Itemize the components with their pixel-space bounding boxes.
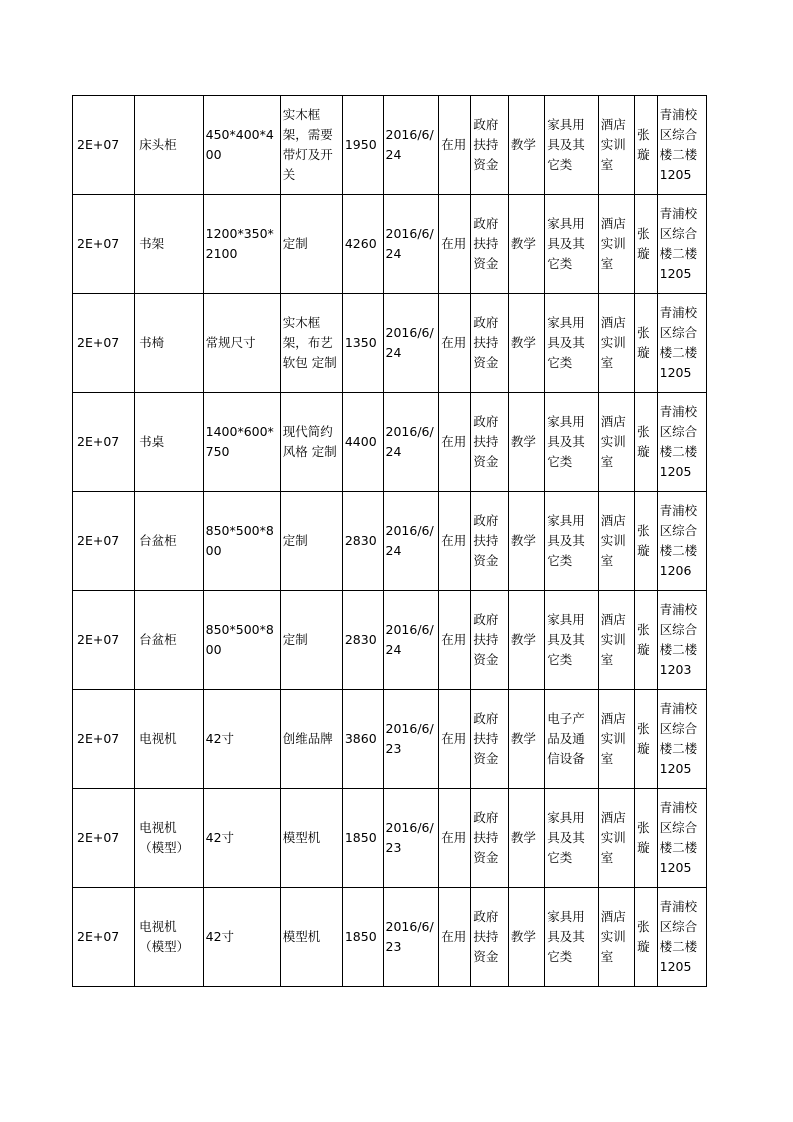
price-cell: 2830 bbox=[342, 591, 383, 690]
table-row bbox=[73, 591, 707, 690]
purchase-date-cell: 2016/6/23 bbox=[383, 690, 439, 789]
price-cell: 2830 bbox=[342, 492, 383, 591]
location-cell: 青浦校区综合楼二楼1203 bbox=[657, 591, 706, 690]
description-cell: 实木框架，需要带灯及开关 bbox=[280, 96, 342, 195]
status-cell: 在用 bbox=[439, 789, 471, 888]
custodian-cell: 张璇 bbox=[635, 789, 657, 888]
spec-cell: 1400*600*750 bbox=[203, 393, 280, 492]
category-cell: 家具用具及其它类 bbox=[545, 195, 599, 294]
department-cell: 酒店实训室 bbox=[598, 393, 634, 492]
department-cell: 酒店实训室 bbox=[598, 888, 634, 987]
table-row bbox=[73, 393, 707, 492]
usage-cell: 教学 bbox=[508, 888, 544, 987]
asset-code-cell: 2E+07 bbox=[73, 96, 135, 195]
status-cell: 在用 bbox=[439, 96, 471, 195]
location-cell: 青浦校区综合楼二楼1205 bbox=[657, 96, 706, 195]
category-cell: 家具用具及其它类 bbox=[545, 393, 599, 492]
location-cell: 青浦校区综合楼二楼1205 bbox=[657, 888, 706, 987]
spec-cell: 42寸 bbox=[203, 789, 280, 888]
asset-code-cell: 2E+07 bbox=[73, 789, 135, 888]
asset-code-cell: 2E+07 bbox=[73, 492, 135, 591]
custodian-cell: 张璇 bbox=[635, 492, 657, 591]
usage-cell: 教学 bbox=[508, 96, 544, 195]
spec-cell: 42寸 bbox=[203, 690, 280, 789]
spec-cell: 850*500*800 bbox=[203, 591, 280, 690]
table-row bbox=[73, 294, 707, 393]
usage-cell: 教学 bbox=[508, 789, 544, 888]
department-cell: 酒店实训室 bbox=[598, 591, 634, 690]
custodian-cell: 张璇 bbox=[635, 888, 657, 987]
description-cell: 实木框架，布艺软包 定制 bbox=[280, 294, 342, 393]
location-cell: 青浦校区综合楼二楼1205 bbox=[657, 789, 706, 888]
spec-cell: 450*400*400 bbox=[203, 96, 280, 195]
asset-table bbox=[72, 95, 707, 987]
status-cell: 在用 bbox=[439, 195, 471, 294]
purchase-date-cell: 2016/6/23 bbox=[383, 789, 439, 888]
department-cell: 酒店实训室 bbox=[598, 789, 634, 888]
status-cell: 在用 bbox=[439, 888, 471, 987]
table-row bbox=[73, 492, 707, 591]
department-cell: 酒店实训室 bbox=[598, 195, 634, 294]
description-cell: 模型机 bbox=[280, 888, 342, 987]
usage-cell: 教学 bbox=[508, 690, 544, 789]
funding-source-cell: 政府扶持资金 bbox=[471, 393, 508, 492]
usage-cell: 教学 bbox=[508, 591, 544, 690]
funding-source-cell: 政府扶持资金 bbox=[471, 789, 508, 888]
location-cell: 青浦校区综合楼二楼1206 bbox=[657, 492, 706, 591]
purchase-date-cell: 2016/6/24 bbox=[383, 294, 439, 393]
price-cell: 1850 bbox=[342, 888, 383, 987]
price-cell: 1950 bbox=[342, 96, 383, 195]
description-cell: 现代简约风格 定制 bbox=[280, 393, 342, 492]
status-cell: 在用 bbox=[439, 690, 471, 789]
location-cell: 青浦校区综合楼二楼1205 bbox=[657, 195, 706, 294]
description-cell: 模型机 bbox=[280, 789, 342, 888]
custodian-cell: 张璇 bbox=[635, 96, 657, 195]
spec-cell: 42寸 bbox=[203, 888, 280, 987]
description-cell: 定制 bbox=[280, 492, 342, 591]
spec-cell: 常规尺寸 bbox=[203, 294, 280, 393]
department-cell: 酒店实训室 bbox=[598, 492, 634, 591]
category-cell: 家具用具及其它类 bbox=[545, 492, 599, 591]
location-cell: 青浦校区综合楼二楼1205 bbox=[657, 690, 706, 789]
item-name-cell: 台盆柜 bbox=[135, 492, 204, 591]
spec-cell: 850*500*800 bbox=[203, 492, 280, 591]
table-row bbox=[73, 96, 707, 195]
item-name-cell: 书架 bbox=[135, 195, 204, 294]
custodian-cell: 张璇 bbox=[635, 591, 657, 690]
asset-code-cell: 2E+07 bbox=[73, 690, 135, 789]
status-cell: 在用 bbox=[439, 591, 471, 690]
table-row bbox=[73, 888, 707, 987]
asset-code-cell: 2E+07 bbox=[73, 294, 135, 393]
purchase-date-cell: 2016/6/24 bbox=[383, 195, 439, 294]
purchase-date-cell: 2016/6/24 bbox=[383, 393, 439, 492]
spec-cell: 1200*350*2100 bbox=[203, 195, 280, 294]
item-name-cell: 台盆柜 bbox=[135, 591, 204, 690]
category-cell: 家具用具及其它类 bbox=[545, 888, 599, 987]
location-cell: 青浦校区综合楼二楼1205 bbox=[657, 294, 706, 393]
status-cell: 在用 bbox=[439, 492, 471, 591]
item-name-cell: 电视机（模型） bbox=[135, 888, 204, 987]
category-cell: 电子产品及通信设备 bbox=[545, 690, 599, 789]
price-cell: 4400 bbox=[342, 393, 383, 492]
custodian-cell: 张璇 bbox=[635, 195, 657, 294]
description-cell: 定制 bbox=[280, 195, 342, 294]
description-cell: 创维品牌 bbox=[280, 690, 342, 789]
asset-code-cell: 2E+07 bbox=[73, 393, 135, 492]
department-cell: 酒店实训室 bbox=[598, 690, 634, 789]
usage-cell: 教学 bbox=[508, 195, 544, 294]
item-name-cell: 书桌 bbox=[135, 393, 204, 492]
price-cell: 3860 bbox=[342, 690, 383, 789]
asset-code-cell: 2E+07 bbox=[73, 195, 135, 294]
item-name-cell: 床头柜 bbox=[135, 96, 204, 195]
funding-source-cell: 政府扶持资金 bbox=[471, 195, 508, 294]
funding-source-cell: 政府扶持资金 bbox=[471, 96, 508, 195]
funding-source-cell: 政府扶持资金 bbox=[471, 294, 508, 393]
purchase-date-cell: 2016/6/24 bbox=[383, 96, 439, 195]
item-name-cell: 书椅 bbox=[135, 294, 204, 393]
purchase-date-cell: 2016/6/23 bbox=[383, 888, 439, 987]
usage-cell: 教学 bbox=[508, 393, 544, 492]
funding-source-cell: 政府扶持资金 bbox=[471, 492, 508, 591]
category-cell: 家具用具及其它类 bbox=[545, 96, 599, 195]
status-cell: 在用 bbox=[439, 393, 471, 492]
price-cell: 1350 bbox=[342, 294, 383, 393]
usage-cell: 教学 bbox=[508, 492, 544, 591]
department-cell: 酒店实训室 bbox=[598, 294, 634, 393]
price-cell: 4260 bbox=[342, 195, 383, 294]
item-name-cell: 电视机（模型） bbox=[135, 789, 204, 888]
description-cell: 定制 bbox=[280, 591, 342, 690]
department-cell: 酒店实训室 bbox=[598, 96, 634, 195]
custodian-cell: 张璇 bbox=[635, 690, 657, 789]
price-cell: 1850 bbox=[342, 789, 383, 888]
location-cell: 青浦校区综合楼二楼1205 bbox=[657, 393, 706, 492]
category-cell: 家具用具及其它类 bbox=[545, 591, 599, 690]
funding-source-cell: 政府扶持资金 bbox=[471, 591, 508, 690]
status-cell: 在用 bbox=[439, 294, 471, 393]
usage-cell: 教学 bbox=[508, 294, 544, 393]
item-name-cell: 电视机 bbox=[135, 690, 204, 789]
custodian-cell: 张璇 bbox=[635, 393, 657, 492]
asset-code-cell: 2E+07 bbox=[73, 888, 135, 987]
funding-source-cell: 政府扶持资金 bbox=[471, 888, 508, 987]
custodian-cell: 张璇 bbox=[635, 294, 657, 393]
category-cell: 家具用具及其它类 bbox=[545, 294, 599, 393]
asset-code-cell: 2E+07 bbox=[73, 591, 135, 690]
asset-table-body bbox=[73, 96, 707, 987]
table-row bbox=[73, 690, 707, 789]
table-row bbox=[73, 789, 707, 888]
category-cell: 家具用具及其它类 bbox=[545, 789, 599, 888]
funding-source-cell: 政府扶持资金 bbox=[471, 690, 508, 789]
purchase-date-cell: 2016/6/24 bbox=[383, 492, 439, 591]
purchase-date-cell: 2016/6/24 bbox=[383, 591, 439, 690]
table-row bbox=[73, 195, 707, 294]
